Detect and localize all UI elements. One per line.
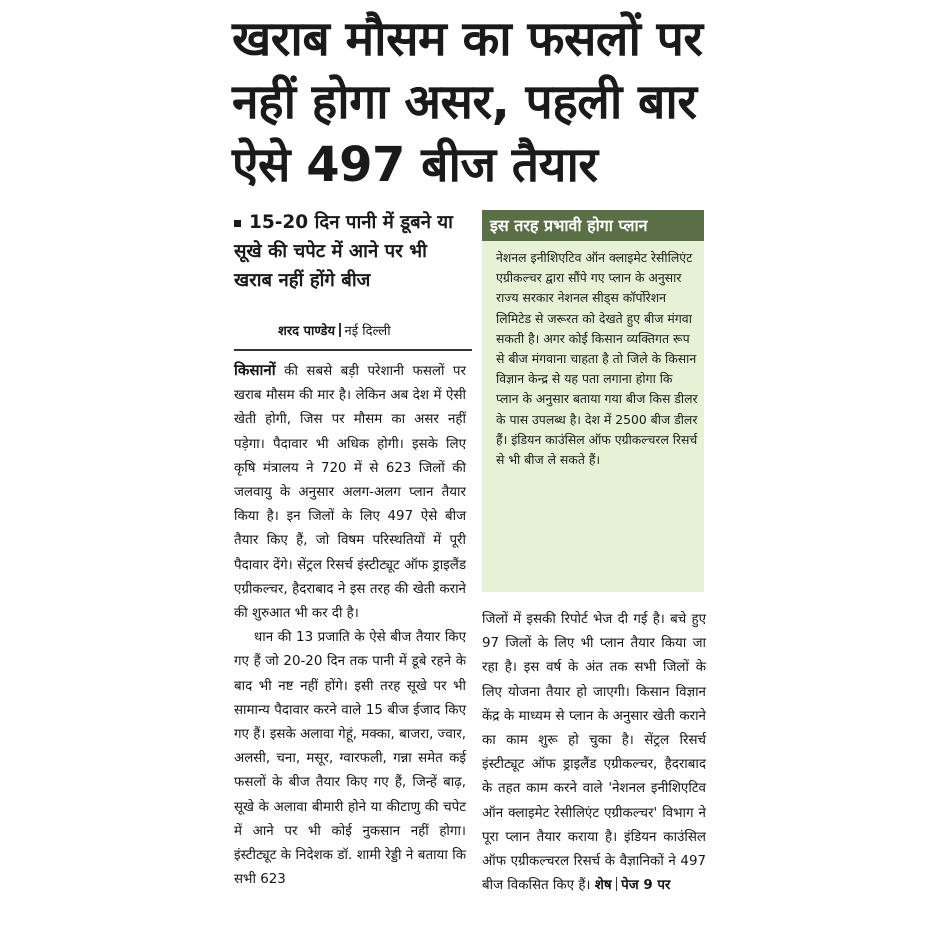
subheadline xyxy=(234,208,469,295)
byline xyxy=(278,322,468,342)
paragraph-1-text: की सबसे बड़ी परेशानी फसलों पर खराब मौसम की मार है। लेकिन अब देश में ऐसी खेती होगी, जिस पर मौसम का असर नहीं पड़ेगा। पैदावार भी अधिक होगी। इसके लिए कृषि मंत्रालय ने 720 में से 623 जिलों की जलवायु के अनुसार अलग-अलग प्लान तैयार किया है। इन जिलों के लिए 497 ऐसे बीज तैयार किए हैं, जो विषम परिस्थतियों में पूरी पैदावार देंगे। सेंट्रल रिसर्च इंस्टीट्यूट ऑफ ड्राइलैंड एग्रीकल्चर, हैदराबाद ने इस तरह की खेती कराने की शुरुआत भी कर दी है। xyxy=(234,364,467,622)
article-paragraph-1 xyxy=(234,358,466,626)
sidebar-title: इस तरह प्रभावी होगा प्लान xyxy=(482,210,704,241)
column-2-text: जिलों में इसकी रिपोर्ट भेज दी गई है। बचे हुए 97 जिलों के लिए भी प्लान तैयार किया जा रहा है। इस वर्ष के अंत तक सभी जिलों के लिए योजना तैयार हो जाएगी। किसान विज्ञान केंद्र के माध्यम से प्लान के अनुसार खेती कराने का काम शुरू हो चुका है। सेंट्रल रिसर्च इंस्टीट्यूट ऑफ ड्राइलैंड एग्रीकल्चर, हैदराबाद के तहत काम करने वाले 'नेशनल इनीशिएटिव ऑन क्लाइमेट रेसीलिएंट एग्रीकल्चर' विभाग ने पूरा प्लान तैयार कराया है। इंडियन काउंसिल ऑफ एग्रीकल्चरल रिसर्च के वैज्ञानिकों ने 497 बीज विकसित किए हैं। xyxy=(482,612,706,894)
subheadline-text: 15-20 दिन पानी में डूबने या सूखे की चपेट में आने पर भी खराब नहीं होंगे बीज xyxy=(234,212,453,291)
sidebar-text: नेशनल इनीशिएटिव ऑन क्लाइमेट रेसीलिएंट एग्रीकल्चर द्वारा सौंपे गए प्लान के अनुसार राज्य सरकार नेशनल सीड्स कॉर्पोरेशन लिमिटेड से जरूरत को देखते हुए बीज मंगवा सकती है। अगर कोई किसान व्यक्तिगत रूप से बीज मंगवाना चाहता है तो जिले के किसान विज्ञान केन्द्र से यह पता लगाना होगा कि प्लान के अनुसार बताया गया बीज किस डीलर के पास उपलब्ध है। देश में 2500 बीज डीलर हैं। इंडियन काउंसिल ऑफ एग्रीकल्चरल रिसर्च से भी बीज ले सकते हैं। xyxy=(496,250,698,468)
sidebar-box xyxy=(482,210,704,592)
lead-word: किसानों xyxy=(234,361,276,379)
article-paragraph-2: धान की 13 प्रजाति के ऐसे बीज तैयार किए गए हैं जो 20-20 दिन तक पानी में डूबे रहने के बाद भी नष्ट नहीं होंगे। इसी तरह सूखे पर भी सामान्य पैदावार करने वाले 15 बीज ईजाद किए गए हैं। इसके अलावा गेहूं, मक्का, बाजरा, ज्वार, अलसी, चना, मसूर, ग्वारफली, गन्ना समेत कई फसलों के बीज तैयार किए गए हैं, जिन्हें बाढ़, सूखे के अलावा बीमारी होने या कीटाणु की चपेट में आने पर भी कोई नुकसान नहीं होगा। इंस्टीट्यूट के निदेशक डॉ. शामी रेड्डी ने बताया कि सभी 623 xyxy=(234,630,466,888)
bullet-square-icon xyxy=(234,220,241,227)
article-column-1 xyxy=(234,358,466,892)
continued-page: पेज 9 पर xyxy=(621,878,671,894)
continued-divider xyxy=(616,877,618,891)
byline-divider xyxy=(339,323,341,337)
byline-author: शरद पाण्डेय xyxy=(278,324,336,339)
byline-location: नई दिल्ली xyxy=(344,324,391,339)
headline: खराब मौसम का फसलों पर नहीं होगा असर, पहली बार ऐसे 497 बीज तैयार xyxy=(232,11,703,193)
article-column-2 xyxy=(482,608,706,898)
continued-label: शेष xyxy=(594,878,612,894)
byline-rule xyxy=(234,349,472,351)
